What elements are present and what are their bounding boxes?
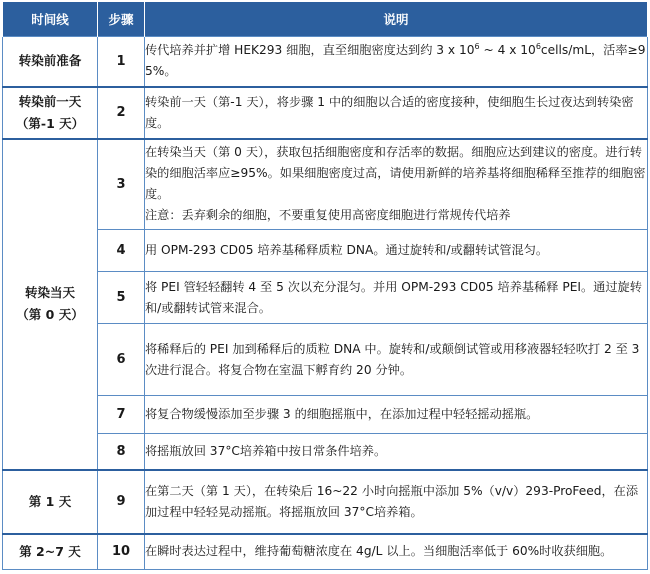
step-description: 将 PEI 管轻轻翻转 4 至 5 次以充分混匀。并用 OPM-293 CD05 培养基稀释 PEI。通过旋转和/或翻转试管来混合。	[145, 272, 648, 324]
exponent: 6	[474, 42, 480, 52]
step-number: 2	[98, 87, 145, 139]
table-row	[3, 470, 648, 534]
step-number: 1	[98, 37, 145, 87]
step-text: cells/mL，活率≥95%。	[145, 43, 646, 79]
header-step: 步骤	[98, 2, 145, 37]
table-row	[3, 87, 648, 139]
header-description: 说明	[145, 2, 648, 37]
timeline-cell: 第 1 天	[3, 470, 98, 534]
step-description	[145, 37, 648, 87]
table-row	[3, 396, 648, 434]
step-number: 4	[98, 230, 145, 272]
step-description: 将稀释后的 PEI 加到稀释后的质粒 DNA 中。旋转和/或颠倒试管或用移液器轻轻吹打 2 至 3 次进行混合。将复合物在室温下孵育约 20 分钟。	[145, 324, 648, 396]
table-row	[3, 139, 648, 230]
timeline-cell: 第 2~7 天	[3, 534, 98, 570]
protocol-table	[2, 2, 648, 570]
timeline-cell: 转染前准备	[3, 37, 98, 87]
step-description	[145, 139, 648, 230]
step-number: 3	[98, 139, 145, 230]
step-description: 将复合物缓慢添加至步骤 3 的细胞摇瓶中，在添加过程中轻轻摇动摇瓶。	[145, 396, 648, 434]
exponent: 6	[535, 42, 541, 52]
timeline-cell: 转染前一天 （第-1 天）	[3, 87, 98, 139]
step-note: 注意：丢弃剩余的细胞，不要重复使用高密度细胞进行常规传代培养	[145, 208, 511, 223]
table-row	[3, 534, 648, 570]
table-row	[3, 272, 648, 324]
step-number: 7	[98, 396, 145, 434]
header-row	[3, 2, 648, 37]
step-description: 用 OPM-293 CD05 培养基稀释质粒 DNA。通过旋转和/或翻转试管混匀。	[145, 230, 648, 272]
step-description: 在第二天（第 1 天），在转染后 16~22 小时向摇瓶中添加 5%（v/v）293-ProFeed，在添加过程中轻轻晃动摇瓶。将摇瓶放回 37°C培养箱。	[145, 470, 648, 534]
table-row	[3, 230, 648, 272]
step-description: 在瞬时表达过程中，维持葡萄糖浓度在 4g/L 以上。当细胞活率低于 60%时收获细胞。	[145, 534, 648, 570]
step-number: 5	[98, 272, 145, 324]
step-text: ~ 4 x 10	[479, 43, 536, 58]
step-description: 转染前一天（第-1 天），将步骤 1 中的细胞以合适的密度接种，使细胞生长过夜达到转染密度。	[145, 87, 648, 139]
step-number: 6	[98, 324, 145, 396]
step-number: 10	[98, 534, 145, 570]
step-description: 将摇瓶放回 37°C培养箱中按日常条件培养。	[145, 434, 648, 470]
table-row	[3, 37, 648, 87]
table-row	[3, 434, 648, 470]
table-row	[3, 324, 648, 396]
header-timeline: 时间线	[3, 2, 98, 37]
step-text: 在转染当天（第 0 天），获取包括细胞密度和存活率的数据。细胞应达到建议的密度。进行转染的细胞活率应≥95%。如果细胞密度过高，请使用新鲜的培养基将细胞稀释至推荐的细胞密度。	[145, 145, 646, 202]
step-number: 8	[98, 434, 145, 470]
step-text: 传代培养并扩增 HEK293 细胞，直至细胞密度达到约 3 x 10	[145, 43, 475, 58]
step-number: 9	[98, 470, 145, 534]
timeline-cell: 转染当天 （第 0 天）	[3, 139, 98, 470]
